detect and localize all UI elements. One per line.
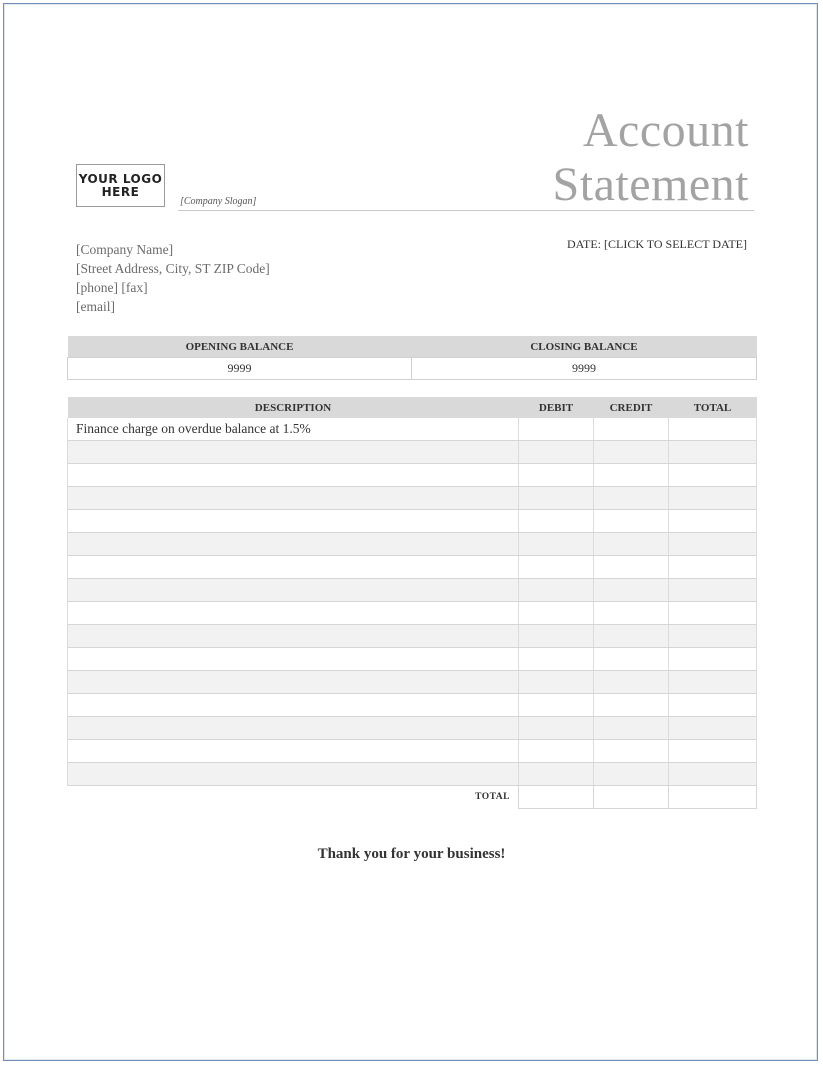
description-cell[interactable] <box>68 441 519 464</box>
company-street[interactable]: [Street Address, City, ST ZIP Code] <box>76 261 270 276</box>
total-cell[interactable] <box>669 487 757 510</box>
debit-cell[interactable] <box>519 579 594 602</box>
title-line-2: Statement <box>552 158 749 211</box>
opening-balance-value[interactable]: 9999 <box>68 358 412 380</box>
credit-cell[interactable] <box>594 441 669 464</box>
debit-cell[interactable] <box>519 533 594 556</box>
debit-cell[interactable] <box>519 648 594 671</box>
company-email[interactable]: [email] <box>76 299 115 314</box>
total-cell[interactable] <box>669 510 757 533</box>
total-debit-cell[interactable] <box>519 786 594 809</box>
debit-cell[interactable] <box>519 464 594 487</box>
debit-cell[interactable] <box>519 740 594 763</box>
description-cell[interactable]: Finance charge on overdue balance at 1.5% <box>68 418 519 441</box>
table-row <box>68 602 757 625</box>
debit-cell[interactable] <box>519 717 594 740</box>
credit-cell[interactable] <box>594 464 669 487</box>
total-header: TOTAL <box>669 397 757 418</box>
description-cell[interactable] <box>68 556 519 579</box>
description-cell[interactable] <box>68 579 519 602</box>
debit-cell[interactable] <box>519 556 594 579</box>
credit-cell[interactable] <box>594 740 669 763</box>
table-row <box>68 648 757 671</box>
description-cell[interactable] <box>68 625 519 648</box>
debit-cell[interactable] <box>519 510 594 533</box>
credit-cell[interactable] <box>594 510 669 533</box>
closing-balance-value[interactable]: 9999 <box>412 358 757 380</box>
table-row <box>68 464 757 487</box>
total-cell[interactable] <box>669 441 757 464</box>
total-row <box>68 786 757 809</box>
credit-cell[interactable] <box>594 763 669 786</box>
company-phone-fax[interactable]: [phone] [fax] <box>76 280 148 295</box>
total-cell[interactable] <box>669 740 757 763</box>
document-title <box>553 104 749 212</box>
description-cell[interactable] <box>68 648 519 671</box>
description-cell[interactable] <box>68 671 519 694</box>
credit-cell[interactable] <box>594 602 669 625</box>
opening-balance-header: OPENING BALANCE <box>68 336 412 358</box>
debit-cell[interactable] <box>519 694 594 717</box>
credit-cell[interactable] <box>594 671 669 694</box>
description-cell[interactable] <box>68 694 519 717</box>
description-cell[interactable] <box>68 763 519 786</box>
credit-cell[interactable] <box>594 418 669 441</box>
credit-header: CREDIT <box>594 397 669 418</box>
table-row <box>68 533 757 556</box>
balance-table <box>67 336 757 380</box>
description-cell[interactable] <box>68 464 519 487</box>
table-row <box>68 740 757 763</box>
date-field[interactable]: DATE: [CLICK TO SELECT DATE] <box>567 237 747 251</box>
total-cell[interactable] <box>669 625 757 648</box>
credit-cell[interactable] <box>594 579 669 602</box>
total-cell[interactable] <box>669 418 757 441</box>
table-row <box>68 717 757 740</box>
credit-cell[interactable] <box>594 648 669 671</box>
total-cell[interactable] <box>669 464 757 487</box>
description-cell[interactable] <box>68 602 519 625</box>
debit-cell[interactable] <box>519 602 594 625</box>
credit-cell[interactable] <box>594 487 669 510</box>
total-total-cell[interactable] <box>669 786 757 809</box>
debit-cell[interactable] <box>519 418 594 441</box>
table-row <box>68 441 757 464</box>
company-name[interactable]: [Company Name] <box>76 242 174 257</box>
table-row <box>68 694 757 717</box>
credit-cell[interactable] <box>594 556 669 579</box>
debit-cell[interactable] <box>519 625 594 648</box>
logo-placeholder[interactable]: YOUR LOGO HERE <box>76 164 165 207</box>
debit-cell[interactable] <box>519 441 594 464</box>
table-row <box>68 763 757 786</box>
credit-cell[interactable] <box>594 694 669 717</box>
debit-header: DEBIT <box>519 397 594 418</box>
description-cell[interactable] <box>68 510 519 533</box>
closing-balance-header: CLOSING BALANCE <box>412 336 757 358</box>
company-slogan[interactable]: [Company Slogan] <box>180 196 257 207</box>
description-cell[interactable] <box>68 487 519 510</box>
table-row <box>68 579 757 602</box>
total-cell[interactable] <box>669 694 757 717</box>
total-cell[interactable] <box>669 579 757 602</box>
items-body <box>68 418 757 786</box>
total-cell[interactable] <box>669 602 757 625</box>
credit-cell[interactable] <box>594 717 669 740</box>
total-cell[interactable] <box>669 648 757 671</box>
total-cell[interactable] <box>669 671 757 694</box>
debit-cell[interactable] <box>519 671 594 694</box>
table-row <box>68 418 757 441</box>
total-cell[interactable] <box>669 556 757 579</box>
credit-cell[interactable] <box>594 625 669 648</box>
total-cell[interactable] <box>669 717 757 740</box>
total-credit-cell[interactable] <box>594 786 669 809</box>
items-table <box>67 397 757 809</box>
company-address-block <box>76 240 270 316</box>
total-cell[interactable] <box>669 533 757 556</box>
table-row <box>68 487 757 510</box>
description-header: DESCRIPTION <box>68 397 519 418</box>
description-cell[interactable] <box>68 533 519 556</box>
total-cell[interactable] <box>669 763 757 786</box>
debit-cell[interactable] <box>519 763 594 786</box>
table-row <box>68 671 757 694</box>
table-row <box>68 556 757 579</box>
table-row <box>68 625 757 648</box>
title-line-1: Account <box>582 104 749 157</box>
table-row <box>68 510 757 533</box>
header-divider <box>178 210 754 211</box>
description-cell[interactable] <box>68 717 519 740</box>
total-label: TOTAL <box>68 786 519 809</box>
credit-cell[interactable] <box>594 533 669 556</box>
description-cell[interactable] <box>68 740 519 763</box>
thank-you-message: Thank you for your business! <box>317 846 506 862</box>
debit-cell[interactable] <box>519 487 594 510</box>
